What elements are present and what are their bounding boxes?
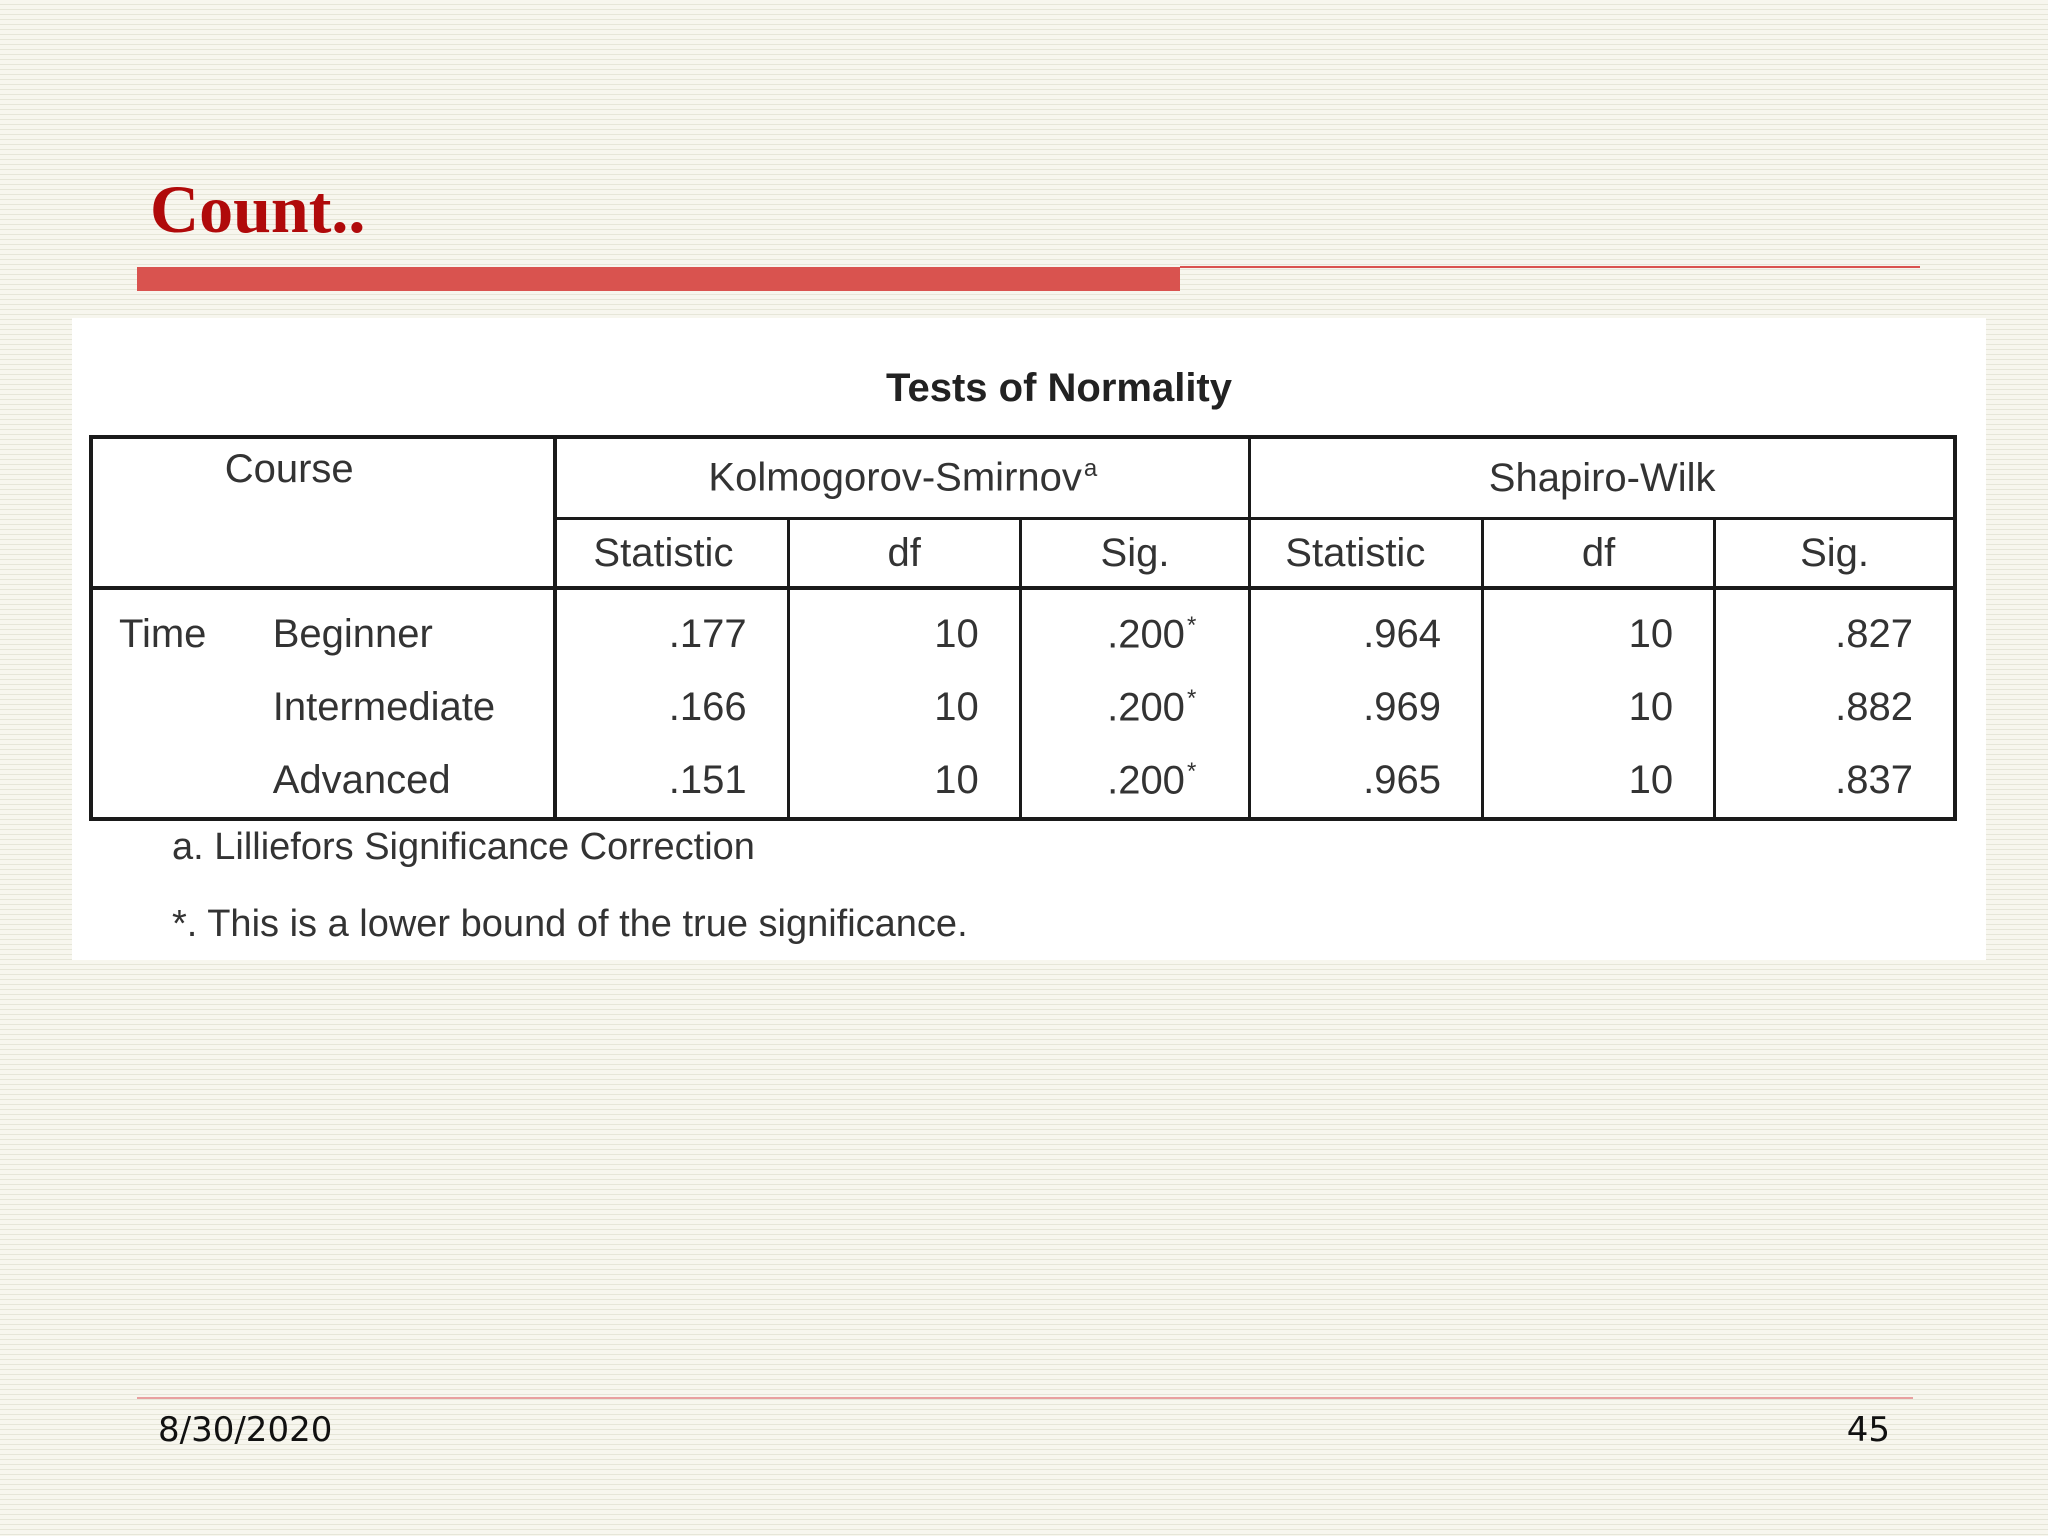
- cell-sw-df: 10: [1482, 744, 1714, 819]
- cell-ks-df: 10: [788, 588, 1020, 671]
- row-group-label: [91, 744, 261, 819]
- footer-divider: [137, 1397, 1913, 1399]
- row-label: Intermediate: [261, 671, 556, 744]
- footer-date: 8/30/2020: [158, 1410, 333, 1450]
- cell-ks-sig: .200*: [1020, 671, 1250, 744]
- table-row: [91, 588, 1955, 671]
- cell-sw-sig: .827: [1715, 588, 1955, 671]
- title-accent-bar: [137, 267, 1180, 291]
- cell-sw-sig: .882: [1715, 671, 1955, 744]
- cell-ks-df: 10: [788, 744, 1020, 819]
- row-label: Beginner: [261, 588, 556, 671]
- column-header-course: Course: [91, 437, 555, 588]
- page-number: 45: [1846, 1410, 1890, 1450]
- row-label: Advanced: [261, 744, 556, 819]
- column-header-sw-sig: Sig.: [1715, 519, 1955, 589]
- cell-ks-sig: .200*: [1020, 744, 1250, 819]
- cell-ks-sig: .200*: [1020, 588, 1250, 671]
- table-image-panel: [72, 318, 1986, 960]
- table-row: [91, 744, 1955, 819]
- group-header-sw: Shapiro-Wilk: [1250, 437, 1955, 519]
- cell-ks-statistic: .151: [668, 758, 747, 802]
- cell-ks-statistic: .166: [668, 685, 747, 729]
- slide-title: Count..: [150, 171, 366, 247]
- row-group-label: Time: [119, 612, 207, 656]
- cell-ks-statistic: .177: [668, 612, 747, 656]
- cell-sw-sig: .837: [1715, 744, 1955, 819]
- table-row: [91, 671, 1955, 744]
- column-header-sw-df: df: [1482, 519, 1714, 589]
- column-header-sw-statistic: Statistic: [1250, 519, 1483, 589]
- cell-sw-df: 10: [1482, 671, 1714, 744]
- normality-table: [89, 435, 1957, 821]
- cell-ks-df: 10: [788, 671, 1020, 744]
- cell-sw-statistic: .969: [1250, 671, 1483, 744]
- cell-sw-df: 10: [1482, 588, 1714, 671]
- column-header-ks-df: df: [788, 519, 1020, 589]
- footnote-lilliefors: a. Lilliefors Significance Correction: [172, 826, 755, 868]
- column-header-ks-sig: Sig.: [1020, 519, 1250, 589]
- cell-sw-statistic: .965: [1250, 744, 1483, 819]
- group-header-ks: Kolmogorov-Smirnov$^a$: [555, 437, 1249, 519]
- header-row-groups: [91, 437, 1955, 519]
- row-group-label: [91, 671, 261, 744]
- footnote-lower-bound: *. This is a lower bound of the true significance.: [172, 903, 968, 945]
- cell-sw-statistic: .964: [1250, 588, 1483, 671]
- table-caption: Tests of Normality: [886, 366, 1232, 410]
- title-accent-line: [1180, 266, 1920, 268]
- column-header-ks-statistic: Statistic: [555, 519, 788, 589]
